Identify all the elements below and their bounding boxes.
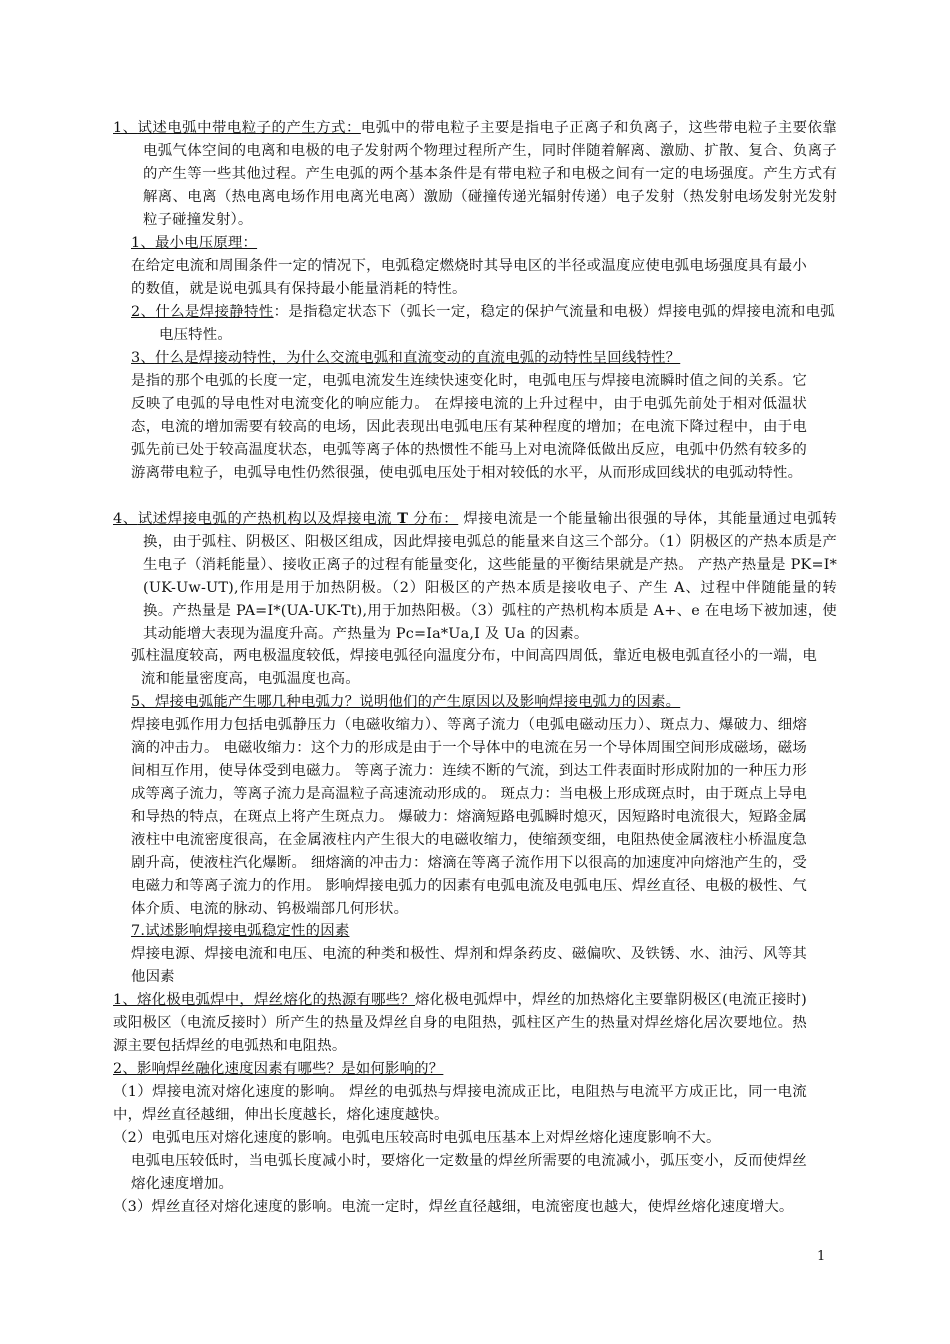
melt-rate-p1: （1）焊接电流对熔化速度的影响。 焊丝的电弧热与焊接电流成正比，电阻热与电流平方成正比，同一电流中，焊丝直径越细，伸出长度越长，熔化速度越快。 xyxy=(113,1084,807,1123)
stability-title: 试述影响焊接电弧稳定性的因素 xyxy=(145,923,350,939)
heat-tail: 弧柱温度较高，两电极温度较低，焊接电弧径向温度分布，中间高四周低，靠近电极电弧直径小的一端，电流和能量密度高，电弧温度也高。 xyxy=(131,648,817,687)
heat-heading: 试述焊接电弧的产热机构以及焊接电流 xyxy=(137,511,398,527)
force-title: 焊接电弧能产生哪几种电弧力？说明他们的产生原因以及影响焊接电弧力的因素。 xyxy=(154,694,681,710)
melt-heat-body: 熔化极电弧焊中，焊丝的加热熔化主要靠阴极区(电流正接时)或阳极区（电流反接时）所产生的热量及焊丝自身的电阻热，弧柱区产生的热量对焊丝熔化居次要地位。热源主要包括焊丝的电弧热和电阻热。 xyxy=(113,992,807,1054)
heat-paragraph: 4、试述焊接电弧的产热机构以及焊接电流 T 分布： 焊接电流是一个能量输出很强的导体，其能量通过电弧转换，由于弧柱、阴极区、阳极区组成，因此焊接电弧总的能量来自这三个部分。（1）阴极区的产热本质是产生电子（消耗能量）、接收正离子的过程有能量变化，这些能量的平衡结果就是产热。 产热产热量是 PK=I*(UK-Uw-UT),作用是用于加热阴极。（2）阳极区的产热本质是接收电子、产生 A、过程中伴随能量的转换。产热量是 PA=I*(UA-UK-Tt),用于加热阳极。（3）弧柱的产热机构本质是 A+、e 在电场下被加速，使其动能增大表现为温度升高。产热量为 Pc=Ia*Ua,I 及 Ua 的因素。 xyxy=(113,510,838,642)
q1-number: 1、 xyxy=(113,120,138,136)
stability-heading: 7.试述影响焊接电弧稳定性的因素 xyxy=(131,923,350,939)
page-number: 1 xyxy=(817,1249,826,1264)
melt-rate-p2b: 电弧电压较低时，当电弧长度减小时，要熔化一定数量的焊丝所需要的电流减小，弧压变小，反而使焊丝熔化速度增加。 xyxy=(131,1153,807,1192)
heat-body: 焊接电流是一个能量输出很强的导体，其能量通过电弧转换，由于弧柱、阴极区、阳极区组成，因此焊接电弧总的能量来自这三个部分。（1）阴极区的产热本质是产生电子（消耗能量）、接收正离子的过程有能量变化，这些能量的平衡结果就是产热。 产热产热量是 PK=I*(UK-Uw-UT),作用是用于加热阴极。（2）阳极区的产热本质是接收电子、产生 A、过程中伴随能量的转换。产热量是 PA=I*(UA-UK-Tt),用于加热阳极。（3）弧柱的产热机构本质是 A+、e 在电场下被加速，使其动能增大表现为温度升高。产热量为 Pc=Ia*Ua,I 及 Ua 的因素。 xyxy=(143,511,838,642)
dynamic-title: 什么是焊接动特性，为什么交流电弧和直流变动的直流电弧的动特性呈回线特性？ xyxy=(154,350,681,366)
min-voltage-title: 最小电压原理： xyxy=(154,235,258,251)
force-body: 焊接电弧作用力包括电弧静压力（电磁收缩力）、等离子流力（电弧电磁动压力）、斑点力、爆破力、细熔滴的冲击力。 电磁收缩力：这个力的形成是由于一个导体中的电流在另一个导体周围空间形成磁场，磁场间相互作用，使导体受到电磁力。 等离子流力：连续不断的气流，到达工件表面时形成附加的一种压力形成等离子流力，等离子流力是高温粒子高速流动形成的。 斑点力：当电极上形成斑点时，由于斑点上导电和导热的特点，在斑点上将产生斑点力。 爆破力：熔滴短路电弧瞬时熄灭，因短路时电流很大，短路金属液柱中电流密度很高，在金属液柱内产生很大的电磁收缩力，使缩颈变细，电阻热使金属液柱小桥温度急剧升高，使液柱汽化爆断。 细熔滴的冲击力：熔滴在等离子流作用下以很高的加速度冲向熔池产生的，受电磁力和等离子流力的作用。 影响焊接电弧力的因素有电弧电流及电弧电压、焊丝直径、电极的极性、气体介质、电流的脉动、钨极端部几何形状。 xyxy=(131,717,807,917)
melt-rate-p2a: （2）电弧电压对熔化速度的影响。电弧电压较高时电弧电压基本上对焊丝熔化速度影响不大。 xyxy=(113,1130,721,1146)
melt-rate-heading: 2、影响焊丝融化速度因素有哪些？是如何影响的？ xyxy=(113,1061,444,1077)
min-voltage-body: 在给定电流和周围条件一定的情况下，电弧稳定燃烧时其导电区的半径或温度应使电弧电场强度具有最小的数值，就是说电弧具有保持最小能量消耗的特性。 xyxy=(131,258,807,297)
dynamic-heading: 3、什么是焊接动特性，为什么交流电弧和直流变动的直流电弧的动特性呈回线特性？ xyxy=(131,350,681,366)
min-voltage-heading: 1、最小电压原理： xyxy=(131,235,258,251)
melt-heat-paragraph: 1、熔化极电弧焊中，焊丝熔化的热源有哪些？熔化极电弧焊中，焊丝的加热熔化主要靠阴极区(电流正接时)或阳极区（电流反接时）所产生的热量及焊丝自身的电阻热，弧柱区产生的热量对焊丝熔化居次要地位。热源主要包括焊丝的电弧热和电阻热。 xyxy=(113,992,807,1054)
q1-paragraph xyxy=(113,117,837,232)
static-paragraph: 2、什么是焊接静特性：是指稳定状态下（弧长一定，稳定的保护气流量和电极）焊接电弧的焊接电流和电弧电压特性。 xyxy=(131,304,835,343)
melt-rate-p3: （3）焊丝直径对熔化速度的影响。电流一定时，焊丝直径越细，电流密度也越大，使焊丝熔化速度增大。 xyxy=(113,1199,794,1215)
melt-rate-title: 影响焊丝融化速度因素有哪些？是如何影响的？ xyxy=(136,1061,444,1077)
q1-heading: 试述电弧中带电粒子的产生方式： xyxy=(137,120,361,136)
static-body: ：是指稳定状态下（弧长一定，稳定的保护气流量和电极）焊接电弧的焊接电流和电弧电压特性。 xyxy=(159,304,835,343)
stability-body: 焊接电源、焊接电流和电压、电流的种类和极性、焊剂和焊条药皮、磁偏吹、及铁锈、水、油污、风等其他因素 xyxy=(131,946,807,985)
melt-heat-heading: 熔化极电弧焊中，焊丝熔化的热源有哪些？ xyxy=(137,992,415,1008)
force-heading: 5、焊接电弧能产生哪几种电弧力？说明他们的产生原因以及影响焊接电弧力的因素。 xyxy=(131,694,681,710)
dynamic-body: 是指的那个电弧的长度一定，电弧电流发生连续快速变化时，电弧电压与焊接电流瞬时值之间的关系。它反映了电弧的导电性对电流变化的响应能力。 在焊接电流的上升过程中，由于电弧先前处于相对低温状态，电流的增加需要有较高的电场，因此表现出电弧电压有某种程度的增加；在电流下降过程中，由于电弧先前已处于较高温度状态，电弧等离子体的热惯性不能马上对电流降低做出反应，电弧中仍然有较多的游离带电粒子，电弧导电性仍然很强，使电弧电压处于相对较低的水平，从而形成回线状的电弧动特性。 xyxy=(131,373,807,481)
q1-body: 电弧中的带电粒子主要是指电子正离子和负离子，这些带电粒子主要依靠电弧气体空间的电离和电极的电子发射两个物理过程所产生，同时伴随着解离、激励、扩散、复合、负离子的产生等一些其他过程。产生电弧的两个基本条件是有带电粒子和电极之间有一定的电场强度。产生方式有解离、电离（热电离电场作用电离光电离）激励（碰撞传递光辐射传递）电子发射（热发射电场发射光发射粒子碰撞发射）。 xyxy=(143,120,837,228)
static-heading: 什么是焊接静特性 xyxy=(155,304,274,320)
